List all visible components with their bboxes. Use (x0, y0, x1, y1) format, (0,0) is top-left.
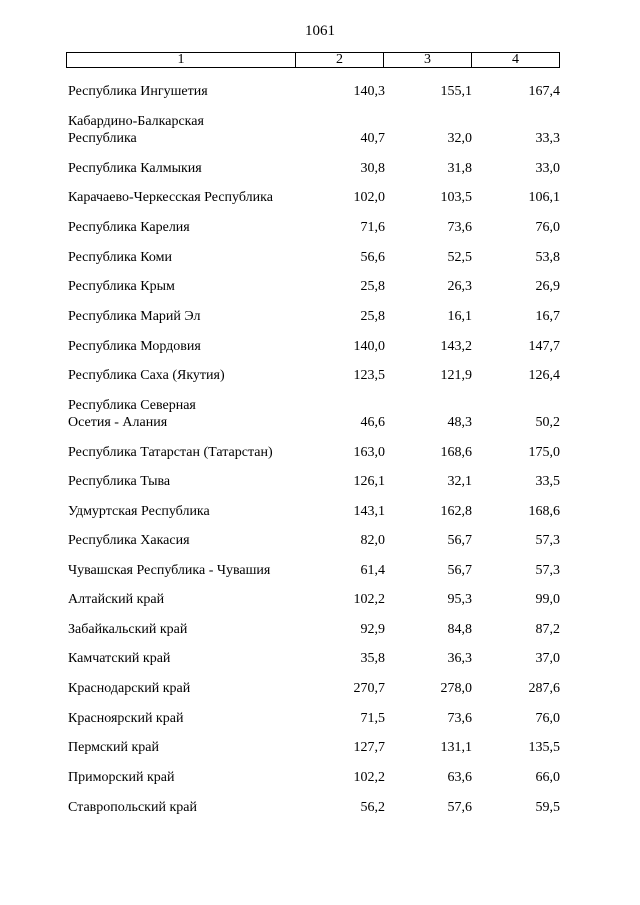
value-col-3: 168,6 (440, 445, 472, 460)
value-col-4: 106,1 (528, 190, 560, 205)
value-col-2: 56,6 (360, 250, 385, 265)
region-name: Чувашская Республика - Чувашия (68, 563, 271, 578)
value-col-4: 175,0 (528, 445, 560, 460)
value-col-4: 76,0 (535, 711, 560, 726)
value-col-4: 16,7 (535, 309, 560, 324)
value-col-3: 84,8 (447, 622, 472, 637)
table-row (68, 397, 560, 431)
value-col-3: 48,3 (447, 415, 472, 430)
table-row (68, 710, 560, 727)
value-col-2: 127,7 (353, 740, 385, 755)
value-col-3: 16,1 (447, 309, 472, 324)
region-name: Республика Саха (Якутия) (68, 368, 225, 383)
value-col-2: 270,7 (353, 681, 385, 696)
page-number: 1061 (305, 23, 335, 39)
value-col-3: 56,7 (447, 563, 472, 578)
value-col-4: 33,0 (535, 161, 560, 176)
column-header-1: 1 (67, 53, 296, 67)
value-col-2: 102,2 (353, 592, 385, 607)
table-row (68, 189, 560, 206)
value-col-3: 73,6 (447, 220, 472, 235)
region-name: Республика Коми (68, 250, 172, 265)
value-col-3: 26,3 (447, 279, 472, 294)
region-name: Республика Марий Эл (68, 309, 201, 324)
value-col-2: 61,4 (360, 563, 385, 578)
value-col-3: 143,2 (440, 339, 472, 354)
value-col-2: 35,8 (360, 651, 385, 666)
value-col-2: 102,0 (353, 190, 385, 205)
value-col-3: 32,0 (447, 131, 472, 146)
table-row (68, 621, 560, 638)
value-col-2: 123,5 (353, 368, 385, 383)
value-col-4: 50,2 (535, 415, 560, 430)
region-name: Краснодарский край (68, 681, 191, 696)
value-col-2: 126,1 (353, 474, 385, 489)
table-row (68, 799, 560, 816)
value-col-3: 103,5 (440, 190, 472, 205)
value-col-4: 57,3 (535, 563, 560, 578)
value-col-2: 25,8 (360, 309, 385, 324)
value-col-3: 155,1 (440, 84, 472, 99)
table-row (68, 278, 560, 295)
table-row (68, 219, 560, 236)
value-col-2: 25,8 (360, 279, 385, 294)
value-col-2: 56,2 (360, 800, 385, 815)
region-name: Республика Северная Осетия - Алания (68, 398, 196, 430)
region-name: Карачаево-Черкесская Республика (68, 190, 273, 205)
value-col-4: 287,6 (528, 681, 560, 696)
value-col-4: 99,0 (535, 592, 560, 607)
table-row (68, 338, 560, 355)
region-name: Республика Тыва (68, 474, 171, 489)
value-col-3: 131,1 (440, 740, 472, 755)
region-name: Алтайский край (68, 592, 165, 607)
value-col-2: 30,8 (360, 161, 385, 176)
table-row (68, 113, 560, 147)
table-row (68, 739, 560, 756)
table-row (68, 473, 560, 490)
value-col-2: 143,1 (353, 504, 385, 519)
table-row (68, 83, 560, 100)
table-row (68, 249, 560, 266)
table-row (68, 562, 560, 579)
value-col-3: 32,1 (447, 474, 472, 489)
table-header (66, 52, 560, 68)
value-col-3: 121,9 (440, 368, 472, 383)
region-name: Республика Ингушетия (68, 84, 208, 99)
region-name: Республика Карелия (68, 220, 190, 235)
region-name: Республика Хакасия (68, 533, 190, 548)
region-name: Республика Мордовия (68, 339, 201, 354)
value-col-3: 95,3 (447, 592, 472, 607)
table-row (68, 650, 560, 667)
value-col-3: 36,3 (447, 651, 472, 666)
table-row (68, 591, 560, 608)
value-col-2: 40,7 (360, 131, 385, 146)
value-col-3: 52,5 (447, 250, 472, 265)
value-col-3: 63,6 (447, 770, 472, 785)
region-name: Забайкальский край (68, 622, 188, 637)
value-col-2: 82,0 (360, 533, 385, 548)
value-col-3: 278,0 (440, 681, 472, 696)
value-col-4: 135,5 (528, 740, 560, 755)
value-col-3: 57,6 (447, 800, 472, 815)
region-name: Пермский край (68, 740, 159, 755)
value-col-4: 59,5 (535, 800, 560, 815)
table-row (68, 308, 560, 325)
table-row (68, 503, 560, 520)
value-col-3: 56,7 (447, 533, 472, 548)
region-name: Приморский край (68, 770, 175, 785)
value-col-4: 87,2 (535, 622, 560, 637)
region-name: Камчатский край (68, 651, 171, 666)
value-col-2: 46,6 (360, 415, 385, 430)
table-row (68, 680, 560, 697)
table-row (68, 532, 560, 549)
region-name: Кабардино-Балкарская Республика (68, 114, 204, 146)
value-col-4: 66,0 (535, 770, 560, 785)
value-col-4: 26,9 (535, 279, 560, 294)
value-col-4: 53,8 (535, 250, 560, 265)
value-col-3: 31,8 (447, 161, 472, 176)
value-col-2: 140,3 (353, 84, 385, 99)
column-header-4: 4 (512, 52, 519, 67)
value-col-2: 71,6 (360, 220, 385, 235)
region-name: Удмуртская Республика (68, 504, 210, 519)
region-name: Республика Калмыкия (68, 161, 202, 176)
value-col-2: 71,5 (360, 711, 385, 726)
table-row (68, 367, 560, 384)
table-row (68, 444, 560, 461)
value-col-4: 33,5 (535, 474, 560, 489)
table-row (68, 769, 560, 786)
value-col-2: 102,2 (353, 770, 385, 785)
value-col-4: 33,3 (535, 131, 560, 146)
value-col-4: 147,7 (528, 339, 560, 354)
value-col-2: 163,0 (353, 445, 385, 460)
column-header-3: 3 (384, 53, 472, 67)
value-col-4: 126,4 (528, 368, 560, 383)
value-col-4: 57,3 (535, 533, 560, 548)
region-name: Республика Крым (68, 279, 175, 294)
value-col-4: 168,6 (528, 504, 560, 519)
value-col-3: 162,8 (440, 504, 472, 519)
region-name: Ставропольский край (68, 800, 197, 815)
region-name: Республика Татарстан (Татарстан) (68, 445, 273, 460)
value-col-2: 140,0 (353, 339, 385, 354)
column-header-2: 2 (296, 53, 384, 67)
value-col-3: 73,6 (447, 711, 472, 726)
value-col-4: 76,0 (535, 220, 560, 235)
region-name: Красноярский край (68, 711, 184, 726)
value-col-4: 167,4 (528, 84, 560, 99)
value-col-2: 92,9 (360, 622, 385, 637)
table-row (68, 160, 560, 177)
value-col-4: 37,0 (535, 651, 560, 666)
